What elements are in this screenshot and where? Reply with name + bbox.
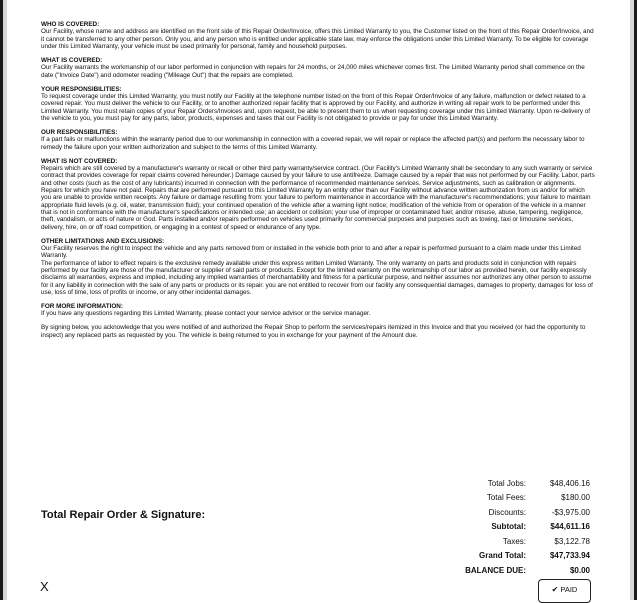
section-heading: WHAT IS COVERED: [41, 56, 103, 64]
total-value: $0.00 [569, 565, 590, 575]
total-row-jobs [430, 476, 590, 491]
acknowledgement-section [41, 324, 596, 339]
section-what-is-covered [41, 57, 596, 79]
section-heading: OUR RESPONSIBILITIES: [41, 128, 118, 136]
paid-status-badge [538, 579, 591, 603]
signature-line[interactable]: X [40, 579, 49, 594]
section-body: To request coverage under this Limited Warranty, you must notify our Facility at the telephone number listed on the front of this Repair Order/Invoice of any failure, malfunction or defect related to a covered repair. You must deliver the vehicle to our Facility, or to another authorized repair facility that is approved by our Facility, and authorize in writing all repair work to be performed under this Limited Warranty. You must retain copies of your Repair Orders/Invoices and, upon request, be able to present them to us when requesting coverage under this Limited Warranty. Upon re-delivery of the vehicle to you, you must pay for any parts, labor, products, expenses and taxes that our Facility is not obligated to provide or pay for under this Limited Warranty. [41, 92, 591, 122]
total-label: Taxes: [502, 536, 526, 546]
total-value: $44,611.16 [550, 522, 590, 532]
total-value: $180.00 [561, 493, 590, 503]
total-label: Subtotal: [491, 522, 526, 532]
section-what-is-not-covered [41, 158, 596, 231]
section-body: If a part fails or malfunctions within the warranty period due to our workmanship in connection with a covered repair, we will repair or replace the affected part(s) and perform the necessary labor to remedy the failure upon your written authorization and subject to the terms of this Limited Warranty. [41, 136, 585, 151]
section-heading: WHAT IS NOT COVERED: [41, 157, 118, 165]
section-heading: OTHER LIMITATIONS AND EXCLUSIONS: [41, 237, 165, 245]
total-row-fees [430, 491, 590, 506]
section-heading: WHO IS COVERED: [41, 21, 100, 28]
totals-table [430, 476, 590, 578]
section-heading: YOUR RESPONSIBILITIES: [41, 85, 122, 93]
section-other-limitations [41, 238, 596, 297]
section-more-information [41, 303, 596, 318]
acknowledgement-text: By signing below, you acknowledge that you were notified of and authorized the Repair Shop to perform the services/repairs itemized in this Invoice and that you received (or had the opportunity to inspect) any replaced parts as requested by you. The vehicle is being returned to you in exchange for your payment of the Amount due. [41, 324, 586, 339]
total-row-discounts [430, 505, 590, 520]
total-row-balance-due [430, 563, 590, 578]
check-icon: ✔ [551, 584, 559, 594]
section-heading: FOR MORE INFORMATION: [41, 302, 123, 310]
section-body: Our Facility reserves the right to inspect the vehicle and any parts removed from or installed in the vehicle both prior to and after a repair is performed pursuant to a claim made under this Limited Warranty. [41, 244, 581, 260]
section-who-is-covered [41, 21, 596, 50]
paid-label: PAID [560, 584, 578, 594]
section-body: If you have any questions regarding this Limited Warranty, please contact your service advisor or the service manager. [41, 310, 371, 318]
total-row-taxes [430, 534, 590, 549]
warranty-terms [41, 21, 596, 345]
total-value: $47,733.94 [549, 551, 590, 561]
total-value: $48,406.16 [549, 478, 590, 488]
section-your-responsibilities [41, 86, 596, 123]
total-label: BALANCE DUE: [465, 565, 526, 575]
total-label: Grand Total: [479, 551, 526, 561]
total-row-grand-total [430, 549, 590, 564]
total-value: $3,122.78 [554, 536, 590, 546]
section-our-responsibilities [41, 129, 596, 151]
total-value: -$3,975.00 [551, 507, 590, 517]
section-body: Our Facility, whose name and address are identified on the front side of this Repair Order/Invoice, offers this Limited Warranty to you, the Customer listed on the front of this Repair Order/Invoice, and it cannot be transferred to any other person. Only you, and any person who is entitled under applicable state law, may enforce the obligations under this Limited Warranty. To be eligible for coverage under this Limited Warranty, your vehicle must be used primarily for personal, family and household purposes. [41, 28, 594, 51]
signature-title: Total Repair Order & Signature: [41, 509, 206, 521]
total-label: Discounts: [488, 507, 526, 517]
section-body-continued: The performance of labor to effect repairs is the exclusive remedy available under this express written Limited Warranty. The only warranty on parts and products sold in conjunction with repairs performed by our facility are those of the manufacturer or supplier of said parts or products. Except for the limited warranty on the workmanship of our labor as provided herein, our facility expressly disclaims all warranties, express and implied, including any implied warranties of merchantability and fitness for a particular purpose, and neither assumes nor authorizes any other person to assume for it any liability in connection with the sale of any parts or products or its repair. you are not entitled to recover from our facility any consequential damages, damages to property, damages for loss of use, loss of time, loss of profits or income, or any other incidental damages. [41, 259, 593, 296]
total-label: Total Fees: [486, 493, 526, 503]
section-body: Our Facility warrants the workmanship of our labor performed in conjunction with repairs for 24 months, or 24,000 miles whichever comes first. The Limited Warranty period shall commence on the date ("Invoice Date") and odometer reading ("Mileage Out") that the repairs are completed. [41, 64, 585, 79]
section-body: Repairs which are still covered by a manufacturer's warranty or recall or other third party warranty/service contract. (Our Facility's Limited Warranty shall be secondary to any such warranty or service contract that provides coverage for repair claims covered hereunder.) Damage caused by your failure to use antifreeze. Damage caused by a repair that was not performed by our Facility. Labor, parts and other costs (such as the cost of any lubricants) incurred in connection with the performance of recommended maintenance services. Service adjustments, such as calibration or alignments. Repairs for which you have not paid. Repairs that are performed pursuant to this Limited Warranty by an entity other than our Facility without advance written authorization from us and/or for which you are unable to provide written receipts. Any failure or damage resulting from: your failure to perform maintenance in accordance with the manufacturer's recommendations; your failure to maintain appropriate fluid levels (e.g. oil, water, transmission fluid); your continued operation of the vehicle after a warning light notice; modification of the vehicle from or operation of the vehicle in a manner that is not in conformance with the manufacturer's specifications or intended use; an accident or collision; your use of improper or contaminated fuel; and/or misuse, abuse, tampering, negligence, theft, vandalism, or acts of nature or God. Parts installed and/or repairs performed on vehicles used primarily for commercial purposes and purposes such as towing, taxi or limousine services, delivery, hire, on or off road competition, or engaging in a contest of speed or endurance of any type. [41, 164, 595, 231]
total-label: Total Jobs: [487, 478, 526, 488]
total-row-subtotal [430, 520, 590, 535]
